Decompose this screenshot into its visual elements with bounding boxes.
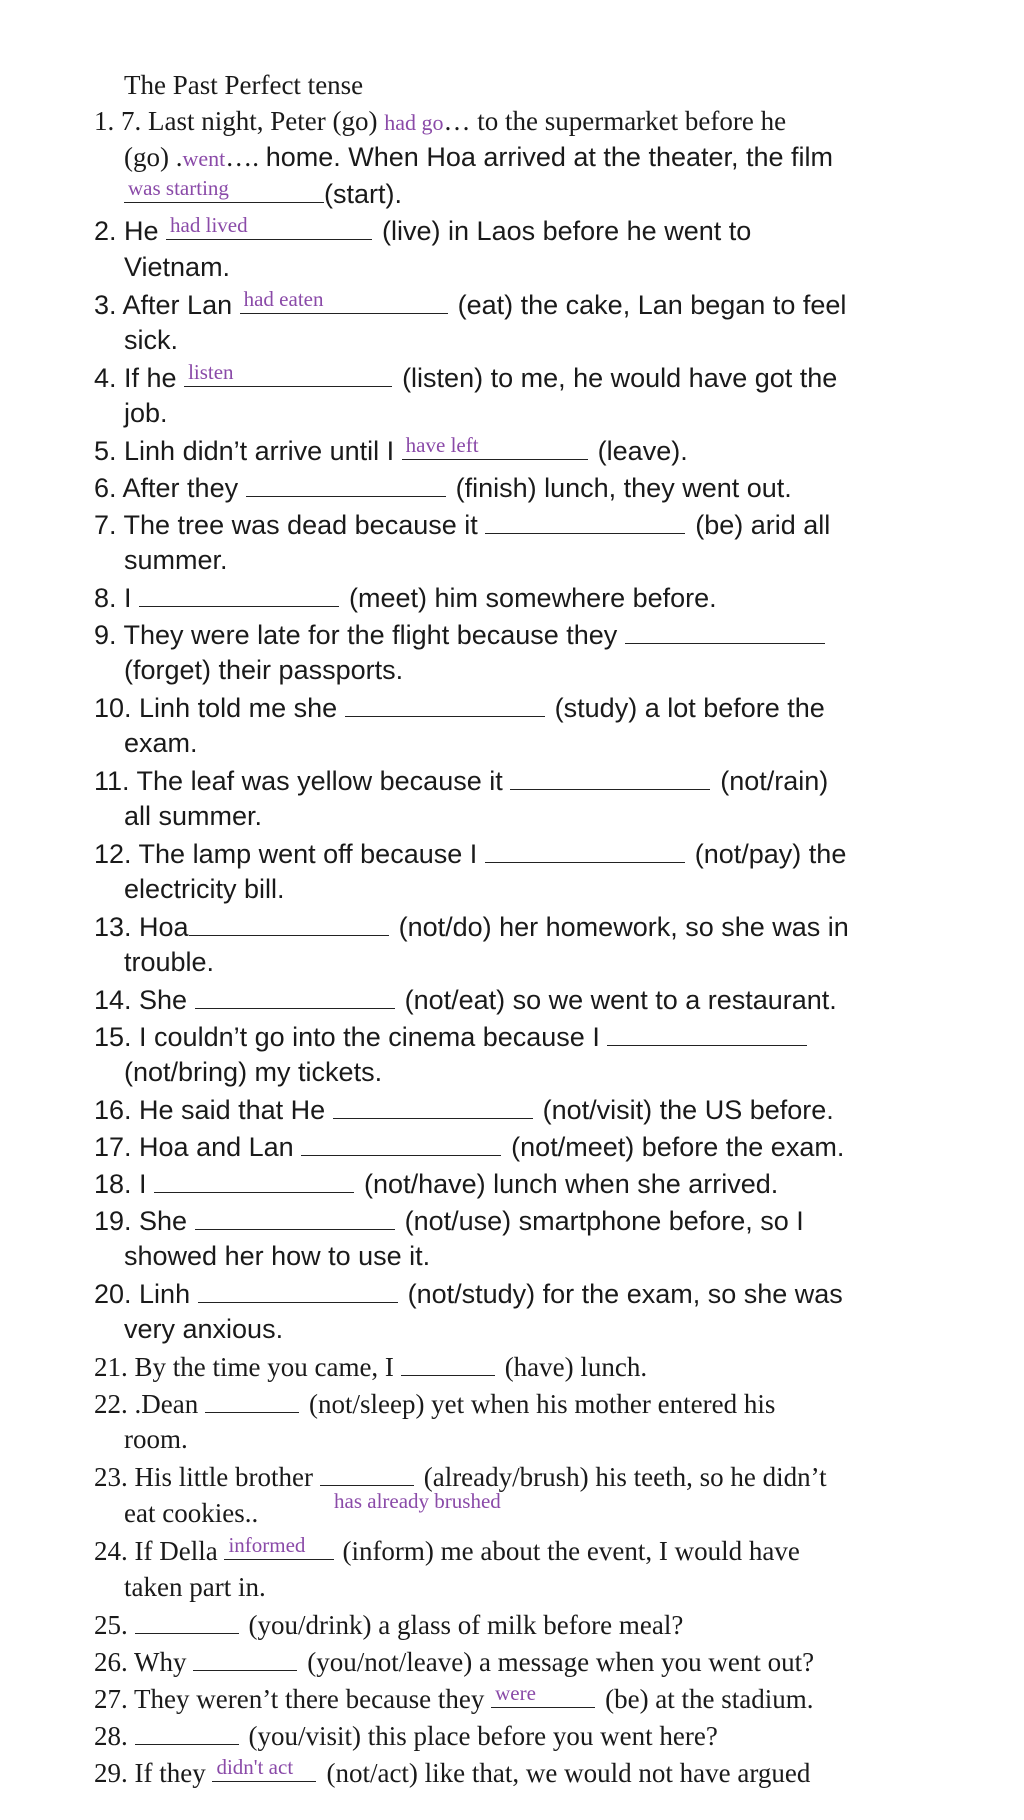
question-text: 8. I: [94, 583, 140, 613]
answer-blank[interactable]: [491, 1681, 595, 1708]
answer-blank[interactable]: [135, 1607, 239, 1634]
question-text: (meet) him somewhere before.: [349, 583, 717, 613]
answer-blank[interactable]: [184, 360, 392, 387]
question-18-line-1: [94, 1166, 778, 1201]
question-text: 25.: [94, 1610, 135, 1640]
question-21-line-1: [94, 1349, 647, 1384]
question-25-line-1: [94, 1607, 683, 1642]
question-text: 3. After Lan: [94, 290, 240, 320]
question-text: (go) .: [124, 142, 183, 172]
answer-blank[interactable]: [607, 1019, 807, 1046]
question-text: (not/use) smartphone before, so I: [404, 1206, 804, 1236]
answer-blank[interactable]: [154, 1166, 354, 1193]
question-text: 9. They were late for the flight because they: [94, 620, 625, 650]
question-text: 12. The lamp went off because I: [94, 839, 485, 869]
question-text: (not/study) for the exam, so she was: [407, 1279, 843, 1309]
question-text: 14. She: [94, 985, 195, 1015]
question-text: 13. Hoa: [94, 912, 189, 942]
question-7-line-2: summer.: [124, 545, 228, 575]
question-16-line-1: [94, 1092, 834, 1127]
question-24-line-2: taken part in.: [124, 1572, 266, 1602]
answer-blank[interactable]: [195, 982, 395, 1009]
question-text: (eat) the cake, Lan began to feel: [457, 290, 847, 320]
question-text: (be) at the stadium.: [605, 1684, 814, 1714]
question-23-line-2: eat cookies..: [124, 1498, 259, 1528]
question-1-line-1: [94, 104, 786, 140]
question-8-line-1: [94, 580, 717, 615]
question-27-line-1: [94, 1681, 814, 1716]
answer-blank[interactable]: [345, 690, 545, 717]
question-text: (live) in Laos before he went to: [382, 216, 752, 246]
answer-text: had go: [384, 110, 444, 135]
question-text: 28.: [94, 1721, 135, 1751]
question-text: 26. Why: [94, 1647, 194, 1677]
answer-blank[interactable]: [510, 763, 710, 790]
question-22-line-1: [94, 1386, 775, 1421]
answer-blank[interactable]: [224, 1533, 334, 1560]
question-text: 4. If he: [94, 363, 185, 393]
answer-blank[interactable]: [189, 909, 389, 936]
answer-text: has already brushed: [334, 1489, 501, 1513]
question-text: (not/visit) the US before.: [542, 1095, 834, 1125]
answer-blank[interactable]: [135, 1718, 239, 1745]
question-text: 23. His little brother: [94, 1462, 320, 1492]
answer-blank[interactable]: [485, 507, 685, 534]
question-text: (you/visit) this place before you went here?: [248, 1721, 718, 1751]
question-text: 1. 7. Last night, Peter (go): [94, 106, 385, 136]
question-19-line-1: [94, 1203, 804, 1238]
question-2-line-2: Vietnam.: [124, 252, 231, 282]
answer-blank[interactable]: [193, 1644, 297, 1671]
answer-text: have left: [405, 433, 479, 457]
question-text: (you/not/leave) a message when you went out?: [307, 1647, 815, 1677]
question-text: (inform) me about the event, I would have: [342, 1536, 800, 1566]
question-text: 24. If Della: [94, 1536, 225, 1566]
answer-blank[interactable]: [195, 1203, 395, 1230]
question-3-line-1: [94, 287, 846, 322]
question-10-line-1: [94, 690, 825, 725]
question-20-line-1: [94, 1276, 843, 1311]
question-text: (listen) to me, he would have got the: [402, 363, 838, 393]
question-2-line-1: [94, 213, 751, 248]
answer-text: informed: [228, 1533, 306, 1557]
question-text: 2. He: [94, 216, 167, 246]
question-1-line-2: [124, 140, 833, 176]
question-text: (not/rain): [720, 766, 829, 796]
question-text: 27. They weren’t there because they: [94, 1684, 492, 1714]
question-text: 17. Hoa and Lan: [94, 1132, 302, 1162]
question-text: (not/meet) before the exam.: [511, 1132, 845, 1162]
question-10-line-2: exam.: [124, 728, 198, 758]
answer-text: were: [495, 1681, 536, 1705]
question-text: 7. The tree was dead because it: [94, 510, 486, 540]
question-text: (already/brush) his teeth, so he didn’t: [423, 1462, 827, 1492]
page-title: The Past Perfect tense: [124, 70, 364, 100]
question-15-line-1: [94, 1019, 807, 1054]
question-text: (finish) lunch, they went out.: [455, 473, 792, 503]
answer-blank[interactable]: [246, 470, 446, 497]
answer-blank[interactable]: [301, 1129, 501, 1156]
question-text: (you/drink) a glass of milk before meal?: [248, 1610, 684, 1640]
question-28-line-1: [94, 1718, 718, 1753]
answer-blank[interactable]: [198, 1276, 398, 1303]
question-24-line-1: [94, 1533, 800, 1568]
question-text: (not/eat) so we went to a restaurant.: [404, 985, 837, 1015]
question-text: (not/act) like that, we would not have argued: [326, 1758, 811, 1788]
question-text: (leave).: [597, 436, 688, 466]
question-29-line-1: [94, 1755, 810, 1790]
question-text: 16. He said that He: [94, 1095, 333, 1125]
question-text: 19. She: [94, 1206, 195, 1236]
question-14-line-1: [94, 982, 837, 1017]
question-1-line-3: [124, 176, 402, 211]
answer-text: had lived: [170, 213, 248, 237]
question-20-line-2: very anxious.: [124, 1314, 284, 1344]
answer-text: was starting: [128, 176, 229, 200]
question-text: 5. Linh didn’t arrive until I: [94, 436, 402, 466]
answer-text: had eaten: [243, 287, 324, 311]
question-text: (start).: [324, 179, 402, 209]
answer-blank[interactable]: [320, 1459, 414, 1486]
question-text: (have) lunch.: [504, 1352, 648, 1382]
question-13-line-1: [94, 909, 849, 944]
question-text: 18. I: [94, 1169, 155, 1199]
question-7-line-1: [94, 507, 830, 542]
question-3-line-2: sick.: [124, 325, 178, 355]
answer-blank[interactable]: [333, 1092, 533, 1119]
answer-blank[interactable]: [485, 836, 685, 863]
question-4-line-2: job.: [124, 398, 168, 428]
answer-blank[interactable]: [124, 176, 324, 203]
question-11-line-2: all summer.: [124, 801, 263, 831]
question-text: 15. I couldn’t go into the cinema because I: [94, 1022, 608, 1052]
question-17-line-1: [94, 1129, 844, 1164]
question-11-line-1: [94, 763, 828, 798]
answer-blank[interactable]: [625, 617, 825, 644]
question-text: ….: [225, 142, 266, 172]
question-5-line-1: [94, 433, 688, 468]
question-13-line-2: trouble.: [124, 947, 215, 977]
question-text: … to the supermarket before he: [443, 106, 787, 136]
question-text: 22. .Dean: [94, 1389, 205, 1419]
answer-text: went: [182, 146, 226, 171]
question-text: (not/pay) the: [694, 839, 847, 869]
answer-text: didn't act: [216, 1755, 294, 1779]
question-9-line-2: (forget) their passports.: [124, 655, 404, 685]
question-22-line-2: room.: [124, 1424, 188, 1454]
question-text: (not/sleep) yet when his mother entered his: [308, 1389, 776, 1419]
answer-blank[interactable]: [402, 433, 588, 460]
answer-blank[interactable]: [205, 1386, 299, 1413]
question-text: 10. Linh told me she: [94, 693, 345, 723]
question-text: (be) arid all: [695, 510, 831, 540]
answer-blank[interactable]: [166, 213, 372, 240]
question-4-line-1: [94, 360, 837, 395]
question-6-line-1: [94, 470, 792, 505]
answer-blank[interactable]: [139, 580, 339, 607]
question-9-line-1: [94, 617, 825, 652]
question-text: 11. The leaf was yellow because it: [94, 766, 511, 796]
answer-blank[interactable]: [401, 1349, 495, 1376]
question-text: 20. Linh: [94, 1279, 198, 1309]
question-19-line-2: showed her how to use it.: [124, 1241, 431, 1271]
question-12-line-1: [94, 836, 846, 871]
question-text: (not/have) lunch when she arrived.: [364, 1169, 779, 1199]
question-text: (not/do) her homework, so she was in: [398, 912, 849, 942]
answer-blank[interactable]: [212, 1755, 316, 1782]
question-text: 21. By the time you came, I: [94, 1352, 401, 1382]
question-12-line-2: electricity bill.: [124, 874, 285, 904]
question-15-line-2: (not/bring) my tickets.: [124, 1057, 383, 1087]
answer-blank[interactable]: [240, 287, 448, 314]
question-text: 6. After they: [94, 473, 246, 503]
question-text: 29. If they: [94, 1758, 213, 1788]
answer-text: listen: [188, 360, 234, 384]
question-26-line-1: [94, 1644, 814, 1679]
question-text: home. When Hoa arrived at the theater, the film: [265, 142, 834, 172]
question-text: (study) a lot before the: [554, 693, 825, 723]
